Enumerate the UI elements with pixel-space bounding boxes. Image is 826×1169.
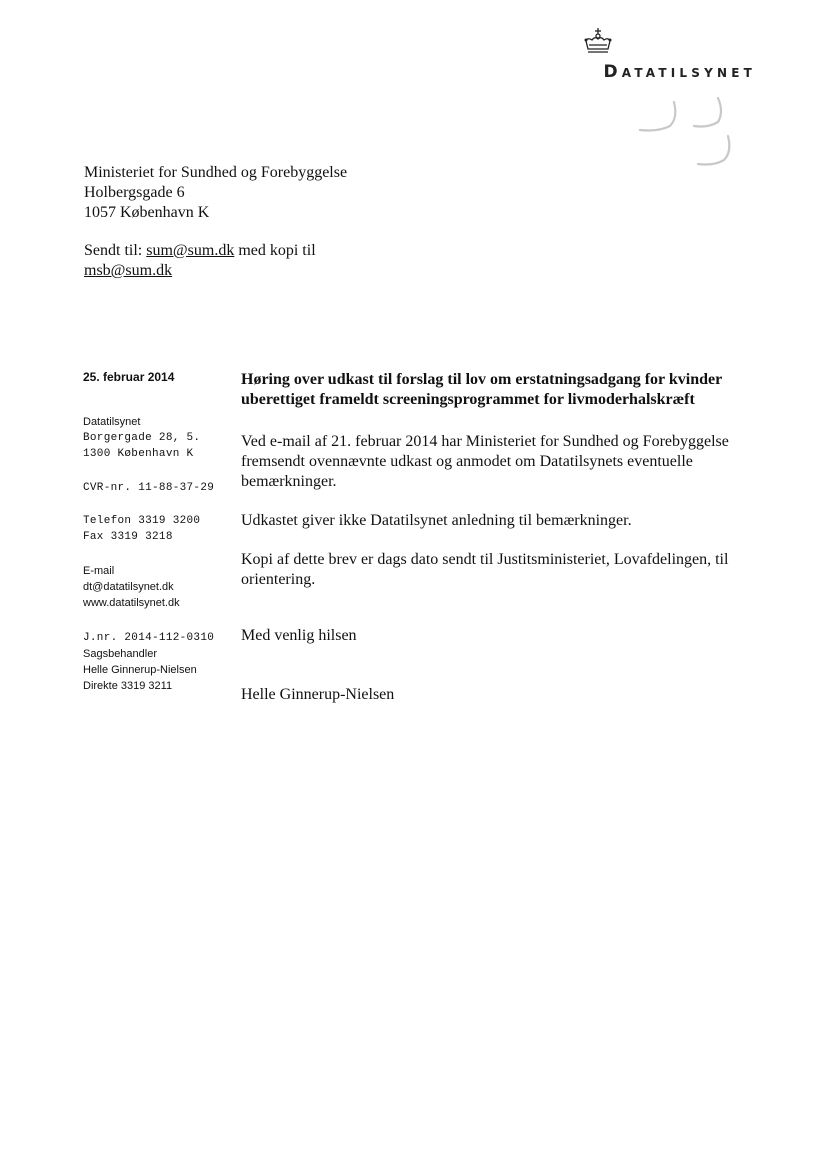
sent-to-middle: med kopi til [238,242,316,259]
handwritten-mark-icon [634,92,744,182]
closing-greeting: Med venlig hilsen [241,627,357,644]
sender-street: Borgergade 28, 5. [83,432,201,444]
sender-website: www.datatilsynet.dk [83,597,180,609]
sender-address [83,414,200,462]
handler-name: Helle Ginnerup-Nielsen [83,664,197,676]
direct-phone: Direkte 3319 3211 [83,680,173,692]
paragraph: Ved e-mail af 21. februar 2014 har Ministeriet for Sundhed og Forebyggelse fremsendt ovennævnte udkast og anmodet om Datatilsynets eventuelle bemærkninger. [241,433,729,490]
letter-subject: Høring over udkast til forslag til lov om erstatningsadgang for kvinder uberettiget frameldt screeningsprogrammet for livmoderhalskræft [241,371,722,408]
handler-label: Sagsbehandler [83,648,158,660]
sender-city: 1300 København K [83,448,194,460]
sent-to [84,241,374,281]
contact-email [83,563,180,611]
case-info [83,630,214,694]
crown-icon [582,27,614,57]
letter-date: 25. februar 2014 [83,370,175,384]
sent-to-prefix: Sendt til: [84,242,143,259]
paragraph: Kopi af dette brev er dags dato sendt til Justitsministeriet, Lovafdelingen, til orientering. [241,551,729,588]
email-label: E-mail [83,565,115,577]
signature-name: Helle Ginnerup-Nielsen [241,686,395,703]
paragraph: Udkastet giver ikke Datatilsynet anledning til bemærkninger. [241,512,632,529]
recipient-address [84,163,347,223]
recipient-line: Holbergsgade 6 [84,184,185,201]
fax-number: Fax 3319 3218 [83,531,173,543]
sender-email: dt@datatilsynet.dk [83,581,174,593]
logo-text: Datatilsynet [603,62,756,82]
case-number: J.nr. 2014-112-0310 [83,632,215,644]
email-link[interactable]: sum@sum.dk [146,242,235,259]
sender-name: Datatilsynet [83,416,141,428]
recipient-line: 1057 København K [84,204,210,221]
cvr-number: CVR-nr. 11-88-37-29 [83,482,215,494]
email-link[interactable]: msb@sum.dk [84,262,173,279]
phone-number: Telefon 3319 3200 [83,515,201,527]
contact-phone [83,513,200,545]
recipient-line: Ministeriet for Sundhed og Forebyggelse [84,164,348,181]
